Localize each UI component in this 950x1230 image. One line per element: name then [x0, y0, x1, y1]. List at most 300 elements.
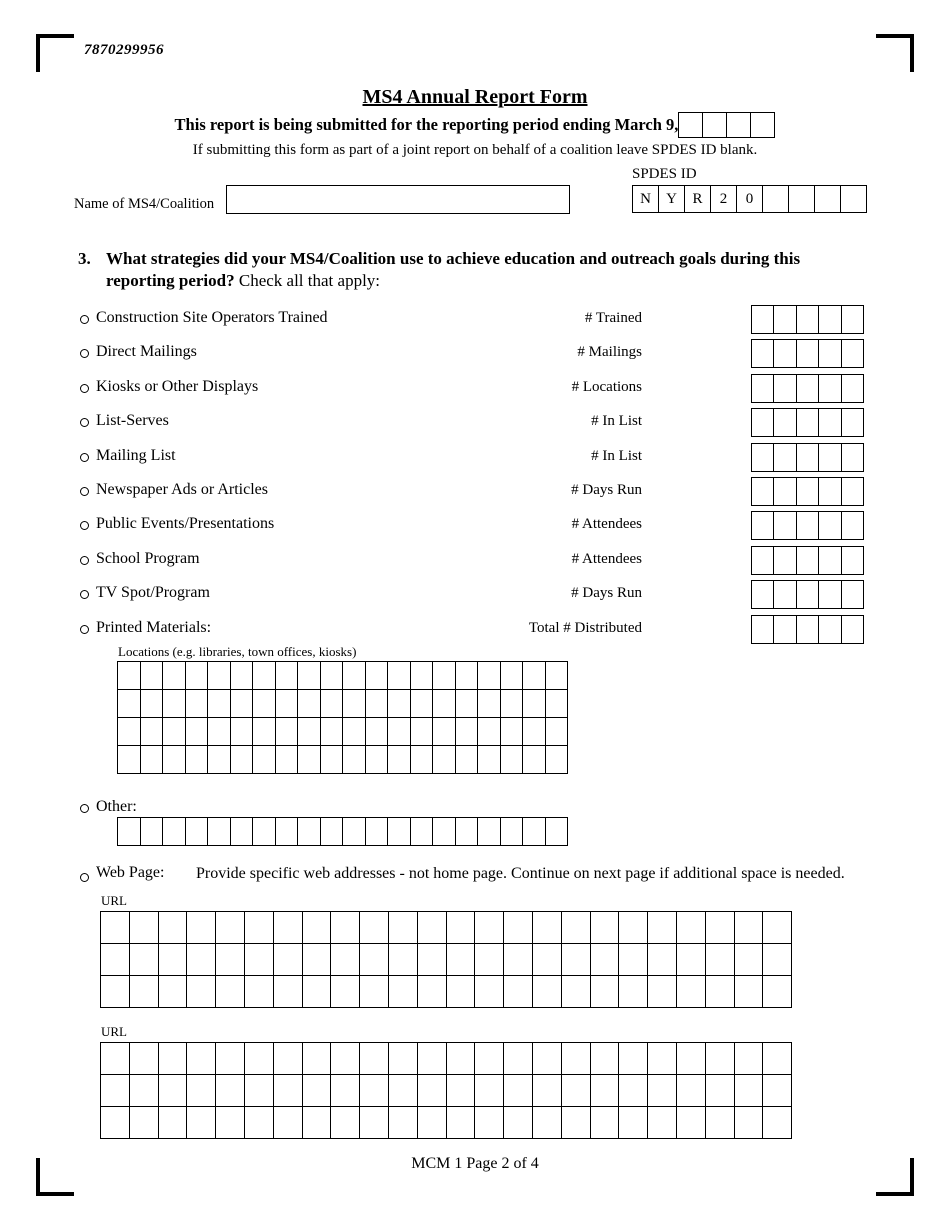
form-cell[interactable] — [647, 1042, 677, 1075]
reporting-year-boxes[interactable] — [678, 112, 775, 138]
form-cell[interactable] — [162, 717, 186, 746]
form-cell[interactable] — [359, 1042, 389, 1075]
form-cell[interactable] — [273, 975, 303, 1008]
form-cell[interactable] — [773, 546, 797, 575]
form-cell[interactable] — [359, 943, 389, 976]
web-page-radio-icon[interactable] — [80, 873, 89, 882]
form-cell[interactable] — [432, 661, 456, 690]
form-cell[interactable] — [330, 1074, 360, 1107]
form-cell[interactable] — [522, 717, 546, 746]
form-cell[interactable] — [841, 615, 865, 644]
form-cell[interactable] — [417, 975, 447, 1008]
form-cell[interactable] — [215, 1074, 245, 1107]
form-cell[interactable] — [302, 1074, 332, 1107]
spdes-id-field[interactable] — [632, 185, 867, 213]
form-cell[interactable] — [500, 661, 524, 690]
form-cell[interactable] — [230, 661, 254, 690]
form-cell[interactable] — [796, 615, 820, 644]
spdes-cell[interactable] — [840, 185, 867, 213]
form-cell[interactable] — [275, 745, 299, 774]
form-cell[interactable] — [158, 1074, 188, 1107]
strategy-radio-icon[interactable] — [80, 349, 89, 358]
form-cell[interactable] — [330, 1042, 360, 1075]
form-cell[interactable] — [162, 817, 186, 846]
other-text-grid[interactable] — [117, 817, 568, 846]
form-cell[interactable] — [647, 1106, 677, 1139]
form-cell[interactable] — [158, 1042, 188, 1075]
spdes-cell[interactable] — [814, 185, 841, 213]
form-cell[interactable] — [818, 443, 842, 472]
form-cell[interactable] — [410, 817, 434, 846]
form-cell[interactable] — [618, 1042, 648, 1075]
strategy-radio-icon[interactable] — [80, 521, 89, 530]
form-cell[interactable] — [455, 745, 479, 774]
form-cell[interactable] — [841, 374, 865, 403]
form-cell[interactable] — [618, 911, 648, 944]
strategy-count-boxes[interactable] — [751, 339, 865, 368]
form-cell[interactable] — [140, 689, 164, 718]
form-cell[interactable] — [342, 817, 366, 846]
form-cell[interactable] — [532, 1042, 562, 1075]
strategy-count-boxes[interactable] — [751, 511, 865, 540]
form-cell[interactable] — [773, 408, 797, 437]
form-cell[interactable] — [796, 477, 820, 506]
form-cell[interactable] — [252, 817, 276, 846]
form-cell[interactable] — [432, 817, 456, 846]
form-cell[interactable] — [275, 717, 299, 746]
form-cell[interactable] — [100, 975, 130, 1008]
form-cell[interactable] — [545, 717, 569, 746]
url-row[interactable] — [100, 975, 792, 1008]
strategy-count-boxes[interactable] — [751, 443, 865, 472]
form-cell[interactable] — [590, 1074, 620, 1107]
form-cell[interactable] — [410, 717, 434, 746]
form-cell[interactable] — [522, 689, 546, 718]
form-cell[interactable] — [545, 661, 569, 690]
form-cell[interactable] — [186, 1042, 216, 1075]
form-cell[interactable] — [330, 943, 360, 976]
year-cell[interactable] — [726, 112, 751, 138]
url-row[interactable] — [100, 1106, 792, 1139]
form-cell[interactable] — [158, 975, 188, 1008]
form-cell[interactable] — [734, 1106, 764, 1139]
form-cell[interactable] — [417, 943, 447, 976]
url-grid-2[interactable] — [100, 1042, 792, 1139]
form-cell[interactable] — [455, 661, 479, 690]
form-cell[interactable] — [446, 975, 476, 1008]
form-cell[interactable] — [162, 745, 186, 774]
spdes-cell[interactable]: 2 — [710, 185, 737, 213]
form-cell[interactable] — [162, 661, 186, 690]
form-cell[interactable] — [545, 817, 569, 846]
form-cell[interactable] — [841, 580, 865, 609]
strategy-radio-icon[interactable] — [80, 625, 89, 634]
form-cell[interactable] — [818, 546, 842, 575]
form-cell[interactable] — [773, 615, 797, 644]
form-cell[interactable] — [503, 943, 533, 976]
form-cell[interactable] — [751, 580, 775, 609]
form-cell[interactable] — [417, 1106, 447, 1139]
form-cell[interactable] — [185, 689, 209, 718]
form-cell[interactable] — [230, 745, 254, 774]
form-cell[interactable] — [388, 1074, 418, 1107]
form-cell[interactable] — [796, 443, 820, 472]
form-cell[interactable] — [841, 511, 865, 540]
form-cell[interactable] — [532, 943, 562, 976]
strategy-count-boxes[interactable] — [751, 374, 865, 403]
form-cell[interactable] — [215, 911, 245, 944]
form-cell[interactable] — [297, 661, 321, 690]
form-cell[interactable] — [388, 943, 418, 976]
strategy-radio-icon[interactable] — [80, 556, 89, 565]
form-cell[interactable] — [455, 689, 479, 718]
form-cell[interactable] — [207, 745, 231, 774]
form-cell[interactable] — [751, 339, 775, 368]
form-cell[interactable] — [751, 615, 775, 644]
form-cell[interactable] — [387, 717, 411, 746]
form-cell[interactable] — [773, 374, 797, 403]
form-cell[interactable] — [762, 1042, 792, 1075]
locations-row[interactable] — [117, 745, 568, 774]
locations-row[interactable] — [117, 661, 568, 690]
form-cell[interactable] — [561, 1042, 591, 1075]
form-cell[interactable] — [129, 1074, 159, 1107]
form-cell[interactable] — [841, 477, 865, 506]
form-cell[interactable] — [474, 911, 504, 944]
form-cell[interactable] — [365, 689, 389, 718]
form-cell[interactable] — [129, 943, 159, 976]
form-cell[interactable] — [158, 1106, 188, 1139]
form-cell[interactable] — [818, 615, 842, 644]
form-cell[interactable] — [705, 1074, 735, 1107]
form-cell[interactable] — [841, 546, 865, 575]
form-cell[interactable] — [474, 943, 504, 976]
form-cell[interactable] — [503, 975, 533, 1008]
strategy-radio-icon[interactable] — [80, 418, 89, 427]
form-cell[interactable] — [129, 911, 159, 944]
form-cell[interactable] — [273, 943, 303, 976]
form-cell[interactable] — [446, 943, 476, 976]
form-cell[interactable] — [244, 943, 274, 976]
form-cell[interactable] — [545, 689, 569, 718]
form-cell[interactable] — [561, 911, 591, 944]
form-cell[interactable] — [273, 911, 303, 944]
form-cell[interactable] — [762, 943, 792, 976]
form-cell[interactable] — [676, 911, 706, 944]
form-cell[interactable] — [647, 975, 677, 1008]
form-cell[interactable] — [215, 1042, 245, 1075]
form-cell[interactable] — [618, 1074, 648, 1107]
form-cell[interactable] — [751, 374, 775, 403]
form-cell[interactable] — [158, 911, 188, 944]
strategy-radio-icon[interactable] — [80, 590, 89, 599]
form-cell[interactable] — [532, 975, 562, 1008]
form-cell[interactable] — [186, 975, 216, 1008]
form-cell[interactable] — [841, 339, 865, 368]
form-cell[interactable] — [762, 975, 792, 1008]
form-cell[interactable] — [342, 689, 366, 718]
form-cell[interactable] — [705, 943, 735, 976]
form-cell[interactable] — [477, 689, 501, 718]
form-cell[interactable] — [297, 817, 321, 846]
form-cell[interactable] — [474, 975, 504, 1008]
spdes-cell[interactable] — [762, 185, 789, 213]
form-cell[interactable] — [647, 911, 677, 944]
strategy-radio-icon[interactable] — [80, 487, 89, 496]
form-cell[interactable] — [477, 817, 501, 846]
form-cell[interactable] — [590, 1106, 620, 1139]
spdes-cell[interactable]: R — [684, 185, 711, 213]
form-cell[interactable] — [297, 745, 321, 774]
form-cell[interactable] — [244, 1106, 274, 1139]
form-cell[interactable] — [365, 745, 389, 774]
form-cell[interactable] — [365, 661, 389, 690]
form-cell[interactable] — [818, 339, 842, 368]
form-cell[interactable] — [129, 1106, 159, 1139]
form-cell[interactable] — [117, 689, 141, 718]
form-cell[interactable] — [302, 1106, 332, 1139]
form-cell[interactable] — [432, 745, 456, 774]
strategy-radio-icon[interactable] — [80, 384, 89, 393]
url-row[interactable] — [100, 911, 792, 944]
form-cell[interactable] — [705, 1042, 735, 1075]
form-cell[interactable] — [477, 717, 501, 746]
form-cell[interactable] — [676, 1106, 706, 1139]
form-cell[interactable] — [185, 661, 209, 690]
form-cell[interactable] — [297, 689, 321, 718]
form-cell[interactable] — [100, 943, 130, 976]
locations-row[interactable] — [117, 717, 568, 746]
form-cell[interactable] — [590, 911, 620, 944]
form-cell[interactable] — [320, 717, 344, 746]
form-cell[interactable] — [446, 1074, 476, 1107]
strategy-count-boxes[interactable] — [751, 615, 865, 644]
form-cell[interactable] — [762, 1074, 792, 1107]
form-cell[interactable] — [417, 911, 447, 944]
form-cell[interactable] — [561, 1074, 591, 1107]
form-cell[interactable] — [751, 511, 775, 540]
form-cell[interactable] — [734, 911, 764, 944]
form-cell[interactable] — [676, 943, 706, 976]
form-cell[interactable] — [676, 975, 706, 1008]
form-cell[interactable] — [818, 477, 842, 506]
form-cell[interactable] — [734, 1074, 764, 1107]
form-cell[interactable] — [455, 717, 479, 746]
form-cell[interactable] — [500, 717, 524, 746]
form-cell[interactable] — [561, 1106, 591, 1139]
form-cell[interactable] — [676, 1042, 706, 1075]
form-cell[interactable] — [244, 1074, 274, 1107]
form-cell[interactable] — [503, 1074, 533, 1107]
form-cell[interactable] — [207, 717, 231, 746]
form-cell[interactable] — [162, 689, 186, 718]
year-cell[interactable] — [678, 112, 703, 138]
form-cell[interactable] — [302, 943, 332, 976]
form-cell[interactable] — [762, 911, 792, 944]
year-cell[interactable] — [702, 112, 727, 138]
locations-row[interactable] — [117, 689, 568, 718]
form-cell[interactable] — [474, 1042, 504, 1075]
form-cell[interactable] — [365, 717, 389, 746]
form-cell[interactable] — [100, 1074, 130, 1107]
form-cell[interactable] — [129, 975, 159, 1008]
form-cell[interactable] — [186, 943, 216, 976]
form-cell[interactable] — [185, 745, 209, 774]
form-cell[interactable] — [503, 1042, 533, 1075]
form-cell[interactable] — [532, 911, 562, 944]
form-cell[interactable] — [796, 511, 820, 540]
year-cell[interactable] — [750, 112, 775, 138]
form-cell[interactable] — [477, 745, 501, 774]
strategy-count-boxes[interactable] — [751, 546, 865, 575]
form-cell[interactable] — [796, 339, 820, 368]
strategy-count-boxes[interactable] — [751, 580, 865, 609]
form-cell[interactable] — [129, 1042, 159, 1075]
form-cell[interactable] — [734, 975, 764, 1008]
form-cell[interactable] — [647, 943, 677, 976]
form-cell[interactable] — [532, 1106, 562, 1139]
form-cell[interactable] — [185, 817, 209, 846]
form-cell[interactable] — [140, 717, 164, 746]
form-cell[interactable] — [751, 546, 775, 575]
form-cell[interactable] — [252, 745, 276, 774]
form-cell[interactable] — [773, 511, 797, 540]
form-cell[interactable] — [751, 408, 775, 437]
form-cell[interactable] — [818, 580, 842, 609]
form-cell[interactable] — [773, 477, 797, 506]
strategy-radio-icon[interactable] — [80, 315, 89, 324]
form-cell[interactable] — [796, 580, 820, 609]
form-cell[interactable] — [455, 817, 479, 846]
form-cell[interactable] — [590, 975, 620, 1008]
form-cell[interactable] — [302, 1042, 332, 1075]
form-cell[interactable] — [158, 943, 188, 976]
url-row[interactable] — [100, 1074, 792, 1107]
form-cell[interactable] — [734, 1042, 764, 1075]
form-cell[interactable] — [841, 443, 865, 472]
form-cell[interactable] — [647, 1074, 677, 1107]
form-cell[interactable] — [618, 943, 648, 976]
form-cell[interactable] — [676, 1074, 706, 1107]
form-cell[interactable] — [273, 1042, 303, 1075]
form-cell[interactable] — [410, 661, 434, 690]
other-row-cells[interactable] — [117, 817, 568, 846]
form-cell[interactable] — [796, 546, 820, 575]
form-cell[interactable] — [100, 1042, 130, 1075]
form-cell[interactable] — [474, 1074, 504, 1107]
form-cell[interactable] — [359, 911, 389, 944]
form-cell[interactable] — [388, 1042, 418, 1075]
form-cell[interactable] — [320, 661, 344, 690]
form-cell[interactable] — [297, 717, 321, 746]
form-cell[interactable] — [590, 943, 620, 976]
form-cell[interactable] — [100, 1106, 130, 1139]
form-cell[interactable] — [302, 911, 332, 944]
strategy-count-boxes[interactable] — [751, 305, 865, 334]
form-cell[interactable] — [500, 817, 524, 846]
form-cell[interactable] — [273, 1106, 303, 1139]
form-cell[interactable] — [796, 408, 820, 437]
form-cell[interactable] — [446, 1042, 476, 1075]
form-cell[interactable] — [117, 745, 141, 774]
form-cell[interactable] — [618, 975, 648, 1008]
form-cell[interactable] — [387, 661, 411, 690]
form-cell[interactable] — [503, 1106, 533, 1139]
strategy-count-boxes[interactable] — [751, 477, 865, 506]
form-cell[interactable] — [417, 1042, 447, 1075]
form-cell[interactable] — [275, 661, 299, 690]
form-cell[interactable] — [252, 661, 276, 690]
form-cell[interactable] — [841, 408, 865, 437]
form-cell[interactable] — [387, 745, 411, 774]
form-cell[interactable] — [320, 817, 344, 846]
form-cell[interactable] — [705, 911, 735, 944]
form-cell[interactable] — [388, 975, 418, 1008]
form-cell[interactable] — [117, 717, 141, 746]
form-cell[interactable] — [388, 911, 418, 944]
form-cell[interactable] — [751, 443, 775, 472]
form-cell[interactable] — [330, 975, 360, 1008]
form-cell[interactable] — [186, 911, 216, 944]
other-radio-icon[interactable] — [80, 804, 89, 813]
form-cell[interactable] — [342, 745, 366, 774]
form-cell[interactable] — [387, 817, 411, 846]
form-cell[interactable] — [140, 661, 164, 690]
form-cell[interactable] — [387, 689, 411, 718]
form-cell[interactable] — [500, 689, 524, 718]
form-cell[interactable] — [417, 1074, 447, 1107]
form-cell[interactable] — [359, 1074, 389, 1107]
form-cell[interactable] — [117, 817, 141, 846]
form-cell[interactable] — [388, 1106, 418, 1139]
strategy-radio-icon[interactable] — [80, 453, 89, 462]
form-cell[interactable] — [215, 943, 245, 976]
form-cell[interactable] — [215, 1106, 245, 1139]
form-cell[interactable] — [140, 745, 164, 774]
form-cell[interactable] — [773, 305, 797, 334]
form-cell[interactable] — [342, 717, 366, 746]
spdes-cell[interactable] — [788, 185, 815, 213]
form-cell[interactable] — [186, 1074, 216, 1107]
form-cell[interactable] — [100, 911, 130, 944]
spdes-cell[interactable]: N — [632, 185, 659, 213]
form-cell[interactable] — [561, 975, 591, 1008]
form-cell[interactable] — [186, 1106, 216, 1139]
form-cell[interactable] — [359, 1106, 389, 1139]
form-cell[interactable] — [773, 339, 797, 368]
form-cell[interactable] — [751, 305, 775, 334]
form-cell[interactable] — [841, 305, 865, 334]
form-cell[interactable] — [818, 408, 842, 437]
spdes-cell[interactable]: Y — [658, 185, 685, 213]
form-cell[interactable] — [818, 305, 842, 334]
form-cell[interactable] — [342, 661, 366, 690]
form-cell[interactable] — [446, 1106, 476, 1139]
form-cell[interactable] — [532, 1074, 562, 1107]
form-cell[interactable] — [545, 745, 569, 774]
form-cell[interactable] — [734, 943, 764, 976]
form-cell[interactable] — [818, 374, 842, 403]
form-cell[interactable] — [230, 689, 254, 718]
form-cell[interactable] — [590, 1042, 620, 1075]
form-cell[interactable] — [252, 689, 276, 718]
strategy-count-boxes[interactable] — [751, 408, 865, 437]
form-cell[interactable] — [185, 717, 209, 746]
form-cell[interactable] — [796, 374, 820, 403]
form-cell[interactable] — [244, 975, 274, 1008]
form-cell[interactable] — [522, 745, 546, 774]
form-cell[interactable] — [365, 817, 389, 846]
